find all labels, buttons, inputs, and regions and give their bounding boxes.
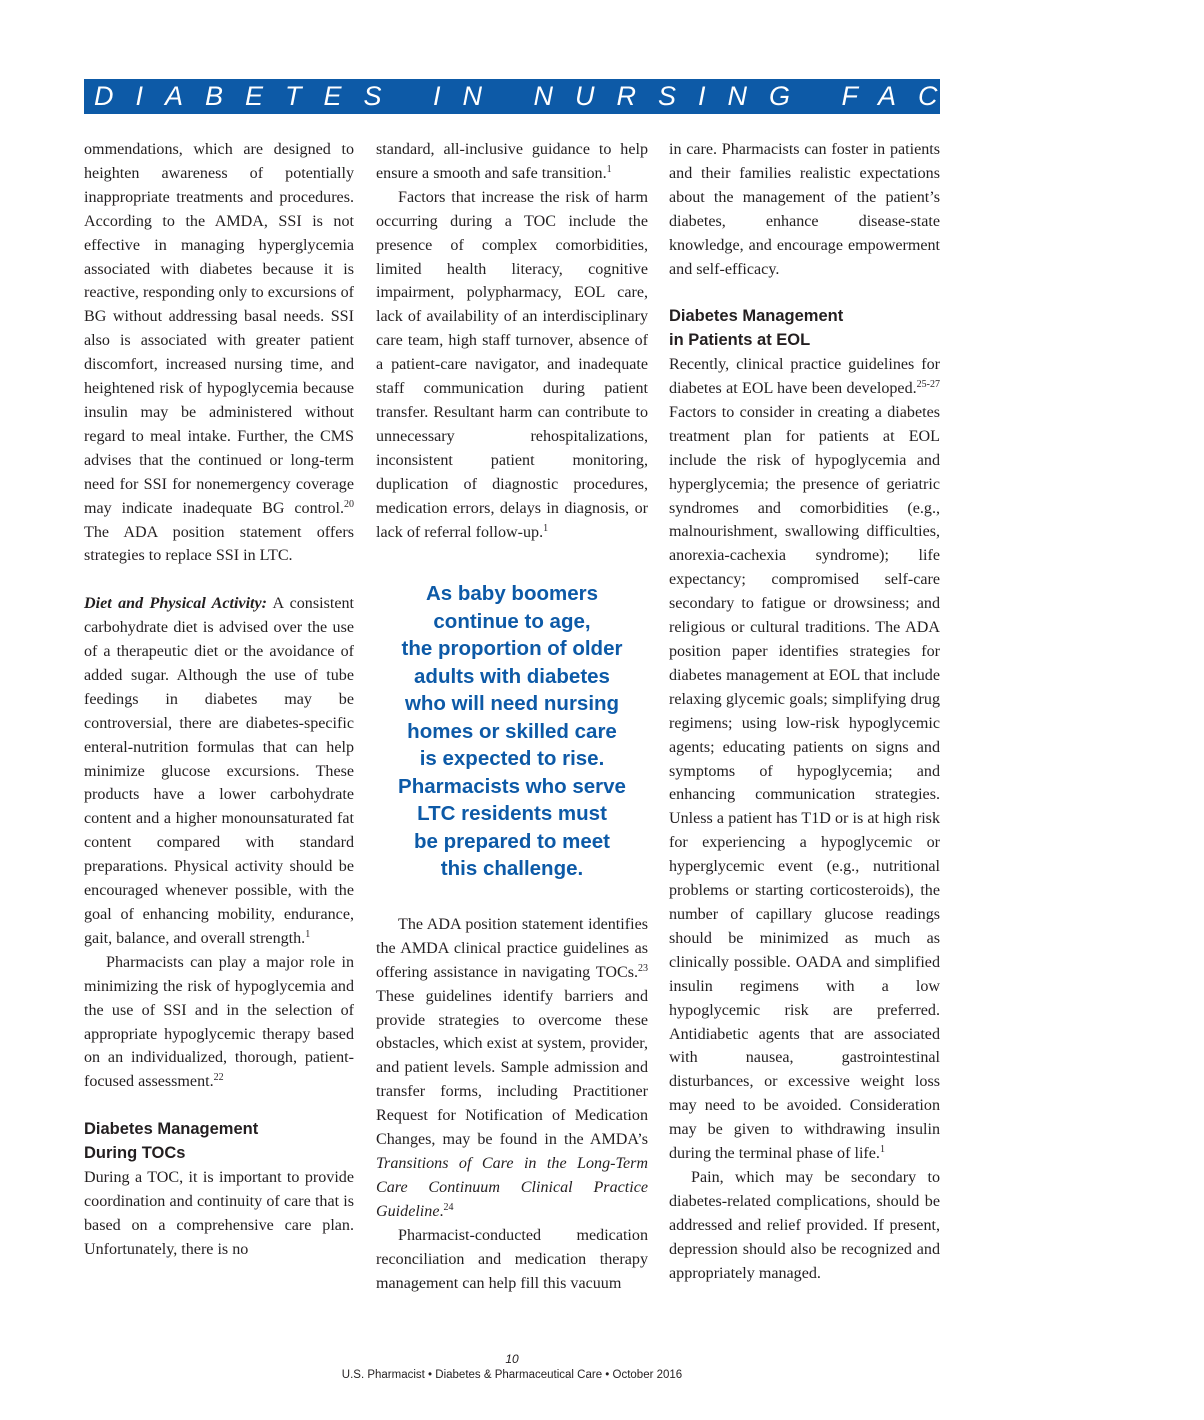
paragraph: Recently, clinical practice guidelines for diabetes at EOL have been developed.$^{25-27}$ Factors to consider in creating a diabetes treatment plan for patients at EOL include the risk of hypoglycemia and hyperglycemia; the presence of geriatric syndromes and comorbidities (e.g., malnourishment, swallowing difficulties, anorexia-cachexia syndrome); life expectancy; compromised self-care secondary to fatigue or drowsiness; and religious or cultural traditions. The ADA position paper identifies strategies for diabetes management at EOL that include relaxing glycemic goals; simplifying drug regimens; using low-risk hypoglycemic agents; educating patients on signs and symptoms of hypoglycemia; and enhancing communication strategies. Unless a patient has T1D or is at high risk for experiencing a hypoglycemic or hyperglycemic event (e.g., nutritional problems or starting corticosteroids), the number of capillary glucose readings should be minimized as much as clinically possible. OADA and simplified insulin regimens with a low hypoglycemic risk are preferred. Antidiabetic agents that are associated with nausea, gastrointestinal disturbances, or excessive weight loss may need to be avoided. Consideration may be given to withdrawing insulin during the terminal phase of life.$^1$ [669,356,940,1163]
column-1 [84,138,354,1262]
paragraph: The ADA position statement identifies the AMDA clinical practice guidelines as offering assistance in navigating TOCs.$^{23}$ These guidelines identify barriers and provide strategies to overcome these obstacles, which exist at system, provider, and patient levels. Sample admission and transfer forms, including Practitioner Request for Notification of Medication Changes, may be found in the AMDA’s Transitions of Care in the Long-Term Care Continuum Clinical Practice Guideline.$^{24}$ [376,915,648,1220]
section-heading: Diabetes Management in Patients at EOL [669,307,844,350]
section-heading: Diabetes Management During TOCs [84,1120,259,1163]
paragraph: Pharmacists can play a major role in minimizing the risk of hypoglycemia and the use of SSI and in the selection of appropriate hypoglycemic therapy based on an individualized, thorough, patient-focused assessment.$^{22}$ [84,953,354,1091]
journal-footer: U.S. Pharmacist • Diabetes & Pharmaceutical Care • October 2016 [341,1369,683,1381]
pull-quote: As baby boomers continue to age, the proportion of older adults with diabetes who will need nursing homes or skilled care is expected to rise. Pharmacists who serve LTC residents must be prepared to meet this challenge. [398,582,626,881]
section-banner: DIABETES IN NURSING FACILITIES [84,79,940,114]
column-2 [376,138,648,1295]
paragraph: in care. Pharmacists can foster in patients and their families realistic expectations about the management of the patient’s diabetes, enhance disease-state knowledge, and encourage empowerment and self-efficacy. [669,141,940,278]
paragraph: Pharmacist-conducted medication reconciliation and medication therapy management can help fill this vacuum [376,1226,648,1292]
guideline-title: Transitions of Care in the Long-Term Care Continuum Clinical Practice Guideline [376,1154,648,1220]
paragraph: standard, all-inclusive guidance to help ensure a smooth and safe transition.$^1$ [376,141,648,182]
paragraph: Factors that increase the risk of harm occurring during a TOC include the presence of complex comorbidities, limited health literacy, cognitive impairment, polypharmacy, EOL care, lack of availability of an interdisciplinary care team, high staff turnover, absence of a patient-care navigator, and inadequate staff communication during patient transfer. Resultant harm can contribute to unnecessary rehospitalizations, inconsistent patient monitoring, duplication of diagnostic procedures, medication errors, delays in diagnosis, or lack of referral follow-up.$^1$ [376,188,648,541]
paragraph: ommendations, which are designed to heighten awareness of potentially inappropriate treatments and procedures. According to the AMDA, SSI is not effective in managing hyperglycemia associated with diabetes because it is reactive, responding only to excursions of BG without addressing basal needs. SSI also is associated with greater patient discomfort, increased nursing time, and heightened risk of hypoglycemia because insulin may be administered without regard to meal intake. Further, the CMS advises that the continued or long-term need for SSI for nonemergency coverage may indicate inadequate BG control.$^{20}$ The ADA position statement offers strategies to replace SSI in LTC. [84,141,355,565]
paragraph: During a TOC, it is important to provide coordination and continuity of care that is based on a comprehensive care plan. Unfortunately, there is no [84,1168,354,1258]
paragraph: Diet and Physical Activity: A consistent carbohydrate diet is advised over the use of a therapeutic diet or the avoidance of added sugar. Although the use of tube feedings in diabetes may be controversial, there are diabetes-specific enteral-nutrition formulas that can help minimize glucose excursions. These products have a lower carbohydrate content and a higher monounsaturated fat content compared with standard preparations. Physical activity should be encouraged whenever possible, with the goal of enhancing mobility, endurance, gait, balance, and overall strength.$^1$ [84,595,354,947]
column-3 [669,138,940,1285]
paragraph: Pain, which may be secondary to diabetes-related complications, should be addressed and relief provided. If present, depression should also be recognized and appropriately managed. [669,1168,940,1282]
page-number: 10 [505,1352,519,1366]
runin-heading: Diet and Physical Activity: [84,595,268,613]
